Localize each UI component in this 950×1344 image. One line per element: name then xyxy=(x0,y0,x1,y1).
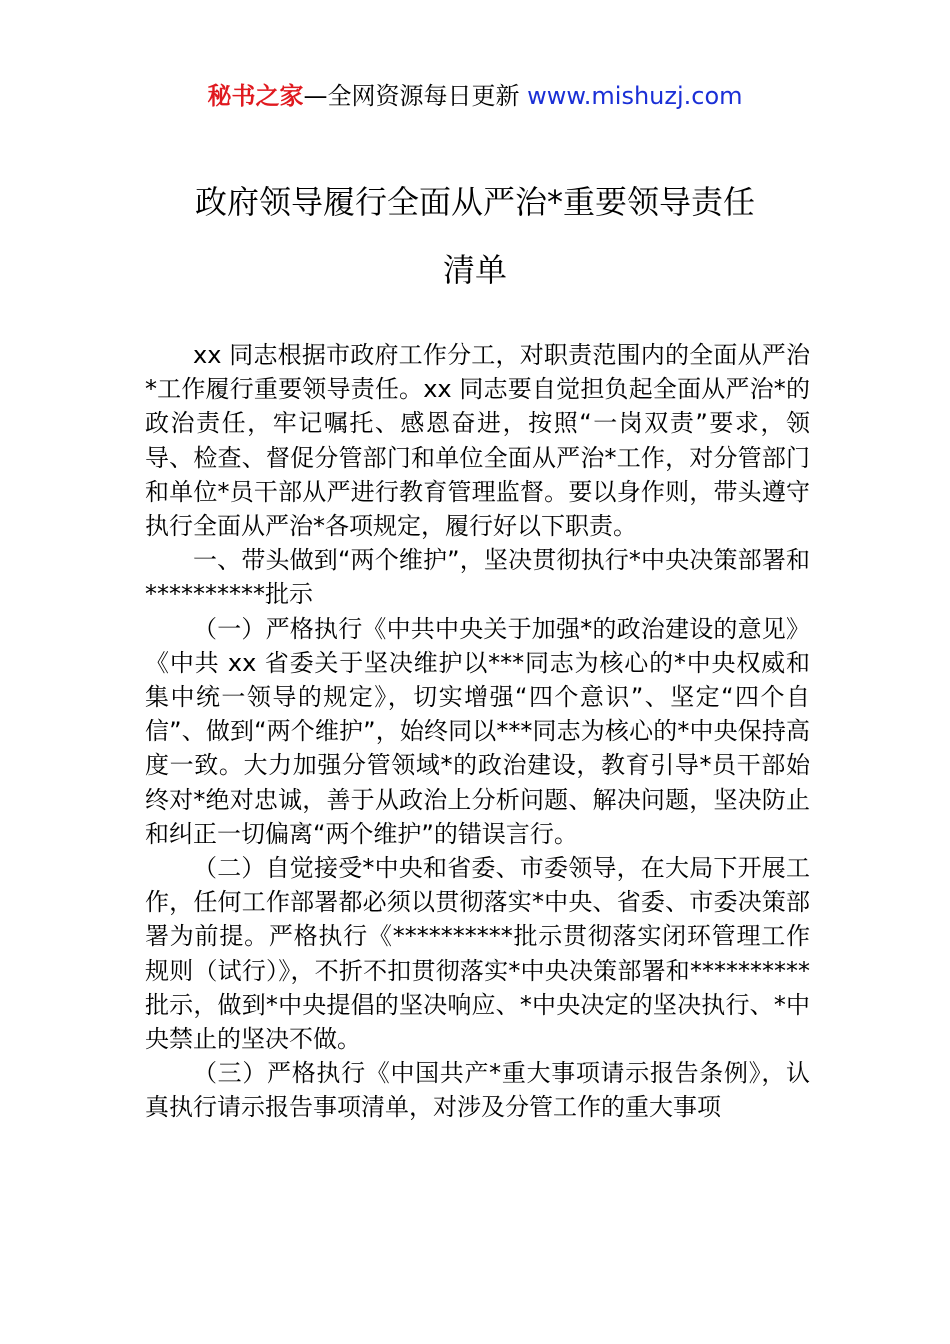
paragraph-intro: xx 同志根据市政府工作分工，对职责范围内的全面从严治*工作履行重要领导责任。xx 同志要自觉担负起全面从严治*的政治责任，牢记嘱托、感恩奋进，按照“一岗双责”要求，领导、检查、督促分管部门和单位全面从严治*工作，对分管部门和单位*员干部从严进行教育管理监督。要以身作则，带头遵守执行全面从严治*各项规定，履行好以下职责。 xyxy=(145,341,810,541)
paragraph-item-3: （三）严格执行《中国共产*重大事项请示报告条例》，认真执行请示报告事项清单，对涉及分管工作的重大事项 xyxy=(145,1059,810,1122)
document-body xyxy=(145,338,810,1125)
paragraph-item-2: （二）自觉接受*中央和省委、市委领导，在大局下开展工作，任何工作部署都必须以贯彻落实*中央、省委、市委决策部署为前提。严格执行《**********批示贯彻落实闭环管理工作规则（试行）》，不折不扣贯彻落实*中央决策部署和**********批示，做到*中央提倡的坚决响应、*中央决定的坚决执行、*中央禁止的坚决不做。 xyxy=(145,854,810,1054)
document-title-line-2: 清单 xyxy=(442,251,507,289)
paragraph-item-1: （一）严格执行《中共中央关于加强*的政治建设的意见》《中共 xx 省委关于坚决维护以***同志为核心的*中央权威和集中统一领导的规定》，切实增强“四个意识”、坚定“四个自信”、做到“两个维护”，始终同以***同志为核心的*中央保持高度一致。大力加强分管领域*的政治建设，教育引导*员干部始终对*绝对忠诚，善于从政治上分析问题、解决问题，坚决防止和纠正一切偏离“两个维护”的错误言行。 xyxy=(145,614,810,848)
section-heading-1: 一、带头做到“两个维护”，坚决贯彻执行*中央决策部署和**********批示 xyxy=(145,546,810,609)
site-slogan: —全网资源每日更新 xyxy=(303,82,528,110)
document-title-line-1: 政府领导履行全面从严治*重要领导责任 xyxy=(194,183,755,221)
site-header xyxy=(0,80,950,112)
site-brand: 秘书之家 xyxy=(207,82,304,110)
site-url-link[interactable]: www.mishuzj.com xyxy=(527,82,743,110)
